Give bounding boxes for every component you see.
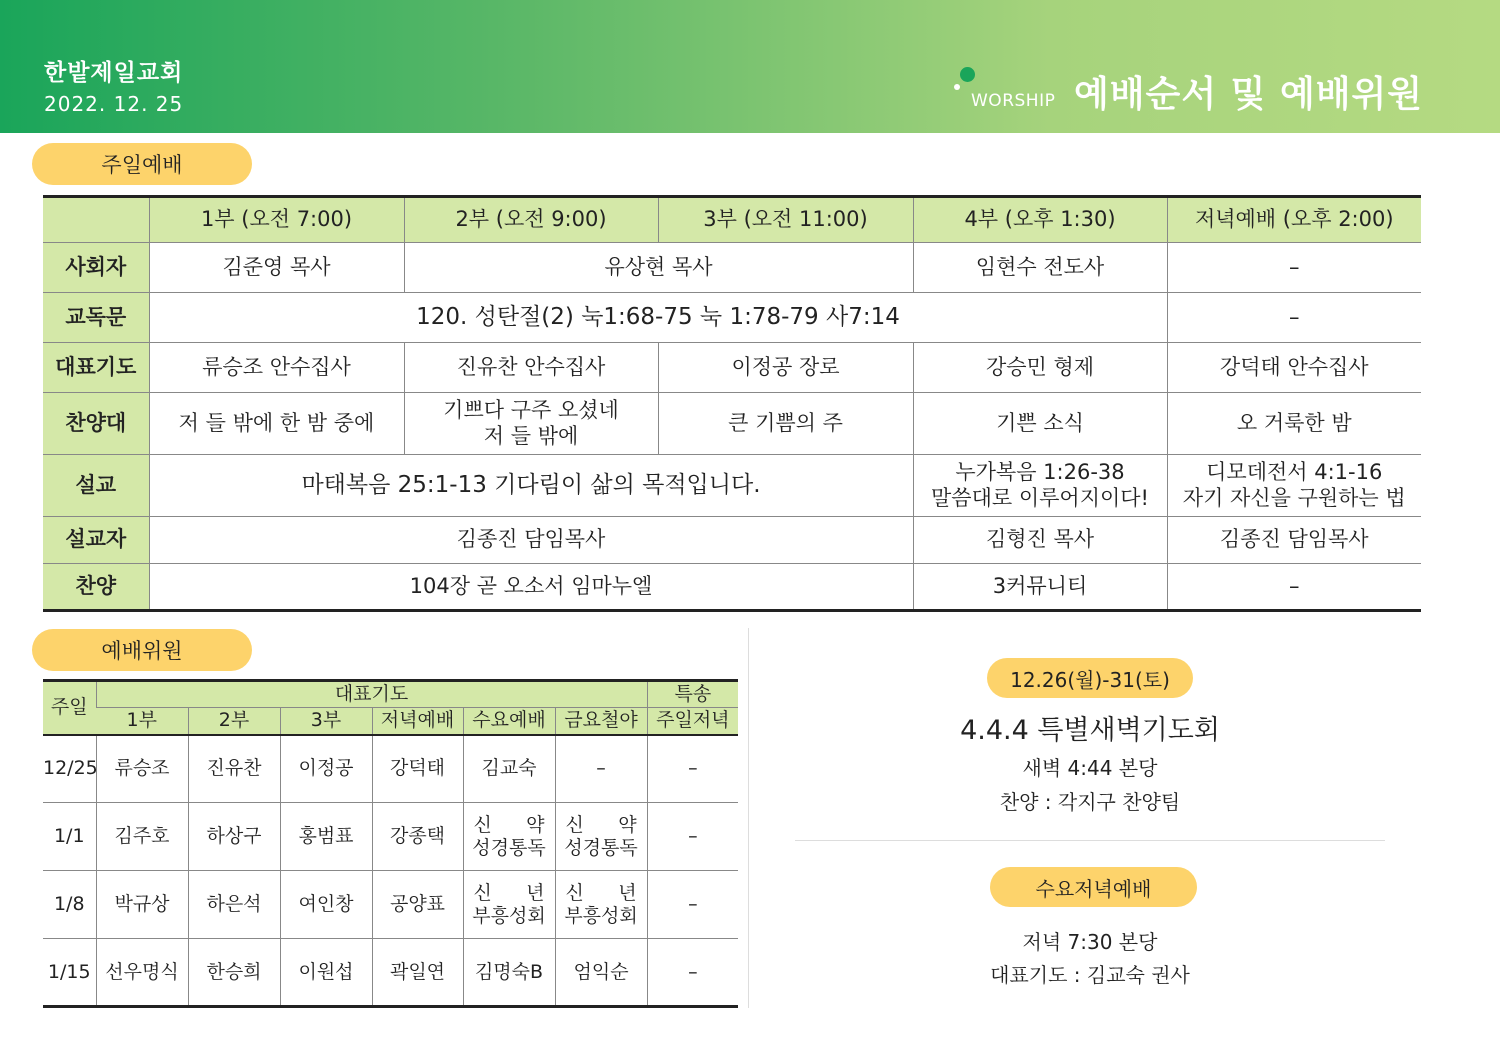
table-row (43, 564, 1421, 611)
duty-table (43, 679, 738, 1008)
cell-line: 자기 자신을 구원하는 법 (1182, 485, 1406, 510)
worship-label: WORSHIP (971, 91, 1056, 111)
table-cell: 강승민 형제 (913, 343, 1167, 393)
cell-char: 신 (473, 881, 492, 904)
table-cell: 하은석 (188, 871, 280, 939)
duty-subheader-row (43, 708, 738, 735)
special-line2: 찬양 : 각지구 찬양팀 (999, 790, 1181, 814)
cell-line: 저 들 밖에 (483, 423, 579, 448)
table-cell: 이원섭 (280, 939, 372, 1007)
table-row (43, 343, 1421, 393)
column-header: 2부 (오전 9:00) (404, 197, 658, 243)
cell-line (556, 814, 647, 837)
subheader: 주일저녁 (647, 708, 738, 735)
row-header: 찬양대 (43, 393, 149, 455)
table-cell: 여인창 (280, 871, 372, 939)
table-row (43, 393, 1421, 455)
sunday-worship-table (43, 195, 1421, 612)
cell-line (464, 882, 555, 905)
table-cell: 하상구 (188, 803, 280, 871)
table-cell: 진유찬 안수집사 (404, 343, 658, 393)
cell-char: 년 (526, 881, 545, 904)
table-cell: – (1167, 293, 1421, 343)
wednesday-line2: 대표기도 : 김교숙 권사 (990, 963, 1190, 987)
table-cell (463, 803, 555, 871)
table-cell: 이정공 장로 (658, 343, 913, 393)
table-row (43, 871, 738, 939)
table-cell: – (1167, 243, 1421, 293)
sunday-worship-label: 주일예배 (32, 143, 252, 185)
table-cell (463, 871, 555, 939)
table-cell: 강종택 (372, 803, 463, 871)
special-line1: 새벽 4:44 본당 (1022, 756, 1158, 780)
week-header: 주일 (43, 681, 96, 735)
corner-cell (43, 197, 149, 243)
table-cell (404, 393, 658, 455)
table-cell: 저 들 밖에 한 밤 중에 (149, 393, 404, 455)
table-cell: 공양표 (372, 871, 463, 939)
table-cell: 홍범표 (280, 803, 372, 871)
cell-char: 년 (618, 881, 637, 904)
cell-line: 누가복음 1:26-38 (955, 460, 1125, 485)
table-cell: 선우명식 (96, 939, 188, 1007)
column-header: 3부 (오전 11:00) (658, 197, 913, 243)
cell-line: 기쁘다 구주 오셨네 (443, 398, 619, 423)
wednesday-label: 수요저녁예배 (990, 867, 1197, 907)
cell-line: 말씀대로 이루어지이다! (931, 485, 1149, 510)
table-cell: 김형진 목사 (913, 517, 1167, 564)
header-banner (0, 0, 1500, 133)
subheader: 수요예배 (463, 708, 555, 735)
cell-line: 성경통독 (564, 836, 638, 859)
table-cell: 류승조 안수집사 (149, 343, 404, 393)
column-header: 4부 (오후 1:30) (913, 197, 1167, 243)
church-name: 한밭제일교회 (44, 60, 184, 86)
divider (748, 628, 749, 1008)
special-header: 특송 (647, 681, 738, 708)
table-row (43, 517, 1421, 564)
table-row (43, 803, 738, 871)
table-cell: – (555, 735, 647, 803)
table-cell: 박규상 (96, 871, 188, 939)
week-date: 1/15 (43, 939, 96, 1007)
table-cell: 강덕태 안수집사 (1167, 343, 1421, 393)
table-cell: – (647, 939, 738, 1007)
table-cell: 기쁜 소식 (913, 393, 1167, 455)
cell-char: 신 (565, 881, 584, 904)
table-cell: 류승조 (96, 735, 188, 803)
table-row (43, 735, 738, 803)
table-row (43, 939, 738, 1007)
duty-label: 예배위원 (32, 629, 252, 671)
column-header: 저녁예배 (오후 2:00) (1167, 197, 1421, 243)
duty-header-row (43, 681, 738, 708)
row-header: 대표기도 (43, 343, 149, 393)
table-cell: 김종진 담임목사 (149, 517, 913, 564)
wednesday-line1: 저녁 7:30 본당 (1022, 930, 1158, 954)
table-cell: 엄익순 (555, 939, 647, 1007)
table-cell: 이정공 (280, 735, 372, 803)
page-title: 예배순서 및 예배위원 (1074, 74, 1424, 115)
table-cell: 마태복음 25:1-13 기다림이 삶의 목적입니다. (149, 455, 913, 517)
table-cell: – (1167, 564, 1421, 611)
week-date: 1/8 (43, 871, 96, 939)
week-date: 12/25 (43, 735, 96, 803)
table-cell: 한승희 (188, 939, 280, 1007)
row-header: 사회자 (43, 243, 149, 293)
table-cell (555, 871, 647, 939)
cell-line: 부흥성회 (472, 904, 546, 927)
prayer-header: 대표기도 (96, 681, 647, 708)
subheader: 3부 (280, 708, 372, 735)
cell-char: 약 (618, 813, 637, 836)
special-title: 4.4.4 특별새벽기도회 (960, 715, 1220, 746)
table-cell: 곽일연 (372, 939, 463, 1007)
table-cell: 김주호 (96, 803, 188, 871)
row-header: 설교자 (43, 517, 149, 564)
table-cell: 오 거룩한 밤 (1167, 393, 1421, 455)
column-header: 1부 (오전 7:00) (149, 197, 404, 243)
subheader: 2부 (188, 708, 280, 735)
table-cell: 김명숙B (463, 939, 555, 1007)
subheader: 금요철야 (555, 708, 647, 735)
table-cell: 유상현 목사 (404, 243, 913, 293)
cell-line (556, 882, 647, 905)
cell-char: 신 (473, 813, 492, 836)
table-cell: 김교숙 (463, 735, 555, 803)
cell-line: 부흥성회 (564, 904, 638, 927)
subheader: 저녁예배 (372, 708, 463, 735)
row-header: 설교 (43, 455, 149, 517)
cell-line (464, 814, 555, 837)
table-cell: 큰 기쁨의 주 (658, 393, 913, 455)
table-cell: 120. 성탄절(2) 눅1:68-75 눅 1:78-79 사7:14 (149, 293, 1167, 343)
table-row (43, 455, 1421, 517)
table-cell: 3커뮤니티 (913, 564, 1167, 611)
table-row (43, 293, 1421, 343)
table-cell: – (647, 735, 738, 803)
table-cell: 김종진 담임목사 (1167, 517, 1421, 564)
row-header: 찬양 (43, 564, 149, 611)
cell-line: 디모데전서 4:1-16 (1206, 460, 1383, 485)
table-cell: 104장 곧 오소서 임마누엘 (149, 564, 913, 611)
table-row (43, 243, 1421, 293)
bulletin-date: 2022. 12. 25 (44, 92, 184, 116)
table-cell: 임현수 전도사 (913, 243, 1167, 293)
row-header: 교독문 (43, 293, 149, 343)
subheader: 1부 (96, 708, 188, 735)
table-cell: – (647, 803, 738, 871)
special-dates-label: 12.26(월)-31(토) (987, 658, 1193, 698)
table-header-row (43, 197, 1421, 243)
table-cell (1167, 455, 1421, 517)
table-cell: 강덕태 (372, 735, 463, 803)
small-dot-icon (954, 84, 960, 90)
table-cell: 김준영 목사 (149, 243, 404, 293)
cell-char: 신 (565, 813, 584, 836)
dot-decoration-icon (960, 67, 975, 82)
table-cell (555, 803, 647, 871)
cell-line: 성경통독 (472, 836, 546, 859)
table-cell (913, 455, 1167, 517)
table-cell: – (647, 871, 738, 939)
week-date: 1/1 (43, 803, 96, 871)
divider (795, 840, 1385, 841)
table-cell: 진유찬 (188, 735, 280, 803)
cell-char: 약 (526, 813, 545, 836)
